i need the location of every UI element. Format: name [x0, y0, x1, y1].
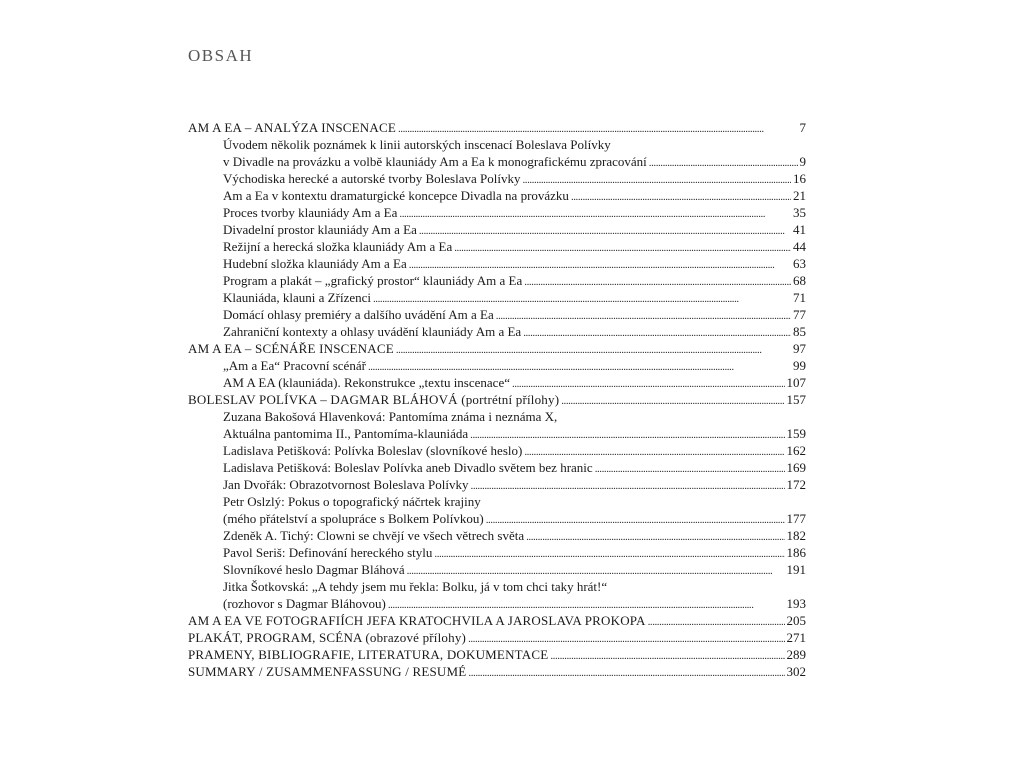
toc-subentry	[188, 595, 806, 612]
toc-page-number: 21	[793, 188, 806, 203]
toc-page-number: 186	[786, 545, 806, 560]
dot-leader	[550, 648, 784, 665]
toc-page-number: 35	[793, 205, 806, 220]
toc-page-number: 162	[786, 443, 806, 458]
toc-section-entry	[188, 663, 806, 680]
toc-page-number: 71	[793, 290, 806, 305]
toc-entry-title: Jitka Šotkovská: „A tehdy jsem mu řekla: Bolku, já v tom chci taky hrát!“	[223, 579, 608, 594]
dot-leader	[595, 461, 785, 478]
toc-page-number: 63	[793, 256, 806, 271]
page-title: OBSAH	[188, 46, 254, 65]
dot-leader	[523, 325, 791, 342]
toc-entry-title: SUMMARY / ZUSAMMENFASSUNG / RESUMÉ	[188, 664, 467, 679]
toc-page-number: 7	[799, 120, 806, 135]
toc-subentry	[188, 408, 806, 425]
dot-leader	[434, 546, 784, 563]
toc-subentry	[188, 272, 806, 289]
toc-page-number: 271	[786, 630, 806, 645]
toc-subentry	[188, 493, 806, 510]
toc-entry-title: Divadelní prostor klauniády Am a Ea	[223, 222, 417, 237]
dot-leader	[649, 155, 798, 172]
dot-leader	[526, 529, 784, 546]
toc-entry-title: Zahraniční kontexty a ohlasy uvádění klauniády Am a Ea	[223, 324, 522, 339]
toc-page-number: 172	[786, 477, 806, 492]
toc-page-number: 191	[786, 562, 806, 577]
toc-page-number: 169	[786, 460, 806, 475]
toc-section-entry	[188, 629, 806, 646]
toc-entry-title: Režijní a herecká složka klauniády Am a Ea	[223, 239, 453, 254]
toc-page-number: 193	[786, 596, 806, 611]
toc-entry-title: Úvodem několik poznámek k linii autorských inscenací Boleslava Polívky	[223, 137, 611, 152]
toc-section-entry	[188, 646, 806, 663]
toc-entry-title: Ladislava Petišková: Boleslav Polívka aneb Divadlo světem bez hranic	[223, 460, 593, 475]
toc-subentry	[188, 136, 806, 153]
dot-leader	[486, 512, 785, 529]
dot-leader	[471, 478, 785, 495]
toc-subentry	[188, 153, 806, 170]
dot-leader	[396, 342, 791, 359]
toc-page-number: 157	[786, 392, 806, 407]
toc-entry-title: AM A EA – ANALÝZA INSCENACE	[188, 120, 396, 135]
toc-page-number: 302	[786, 664, 806, 679]
toc-page-number: 97	[793, 341, 806, 356]
toc-entry-title: Slovníkové heslo Dagmar Bláhová	[223, 562, 405, 577]
toc-page-number: 16	[793, 171, 806, 186]
toc-subentry	[188, 459, 806, 476]
toc-entry-title: Ladislava Petišková: Polívka Boleslav (slovníkové heslo)	[223, 443, 523, 458]
toc-page-number: 205	[786, 613, 806, 628]
toc-entry-title: Zuzana Bakošová Hlavenková: Pantomíma známa i neznáma X,	[223, 409, 558, 424]
dot-leader	[571, 189, 791, 206]
toc-subentry	[188, 442, 806, 459]
toc-page-number: 77	[793, 307, 806, 322]
toc-entry-title: BOLESLAV POLÍVKA – DAGMAR BLÁHOVÁ (portrétní přílohy)	[188, 392, 560, 407]
toc-subentry	[188, 561, 806, 578]
toc-entry-title: Petr Oslzlý: Pokus o topografický náčrtek krajiny	[223, 494, 481, 509]
toc-page-number: 41	[793, 222, 806, 237]
toc-section-entry	[188, 391, 806, 408]
toc-entry-title: AM A EA VE FOTOGRAFIÍCH JEFA KRATOCHVILA A JAROSLAVA PROKOPA	[188, 613, 646, 628]
toc-subentry	[188, 187, 806, 204]
toc-section-entry	[188, 340, 806, 357]
toc-entry-title: Domácí ohlasy premiéry a dalšího uvádění Am a Ea	[223, 307, 494, 322]
toc-page-number: 9	[799, 154, 806, 169]
toc-entry-title: Zdeněk A. Tichý: Clowni se chvějí ve všech větrech světa	[223, 528, 525, 543]
dot-leader	[524, 274, 791, 291]
toc-entry-title: Pavol Seriš: Definování hereckého stylu	[223, 545, 433, 560]
toc-entry-title: PLAKÁT, PROGRAM, SCÉNA (obrazové přílohy)	[188, 630, 467, 645]
toc-entry-title: Aktuálna pantomima II., Pantomíma-klauniáda	[223, 426, 469, 441]
toc-subentry	[188, 306, 806, 323]
toc-entry-title: Hudební složka klauniády Am a Ea	[223, 256, 407, 271]
table-of-contents	[188, 119, 806, 680]
dot-leader	[454, 240, 791, 257]
dot-leader	[496, 308, 791, 325]
toc-entry-title: AM A EA (klauniáda). Rekonstrukce „textu inscenace“	[223, 375, 510, 390]
toc-subentry	[188, 323, 806, 340]
toc-entry-title: AM A EA – SCÉNÁŘE INSCENACE	[188, 341, 394, 356]
toc-subentry	[188, 527, 806, 544]
toc-entry-title: Am a Ea v kontextu dramaturgické koncepce Divadla na provázku	[223, 188, 569, 203]
toc-page-number: 182	[786, 528, 806, 543]
toc-subentry	[188, 238, 806, 255]
toc-entry-title: Jan Dvořák: Obrazotvornost Boleslava Polívky	[223, 477, 469, 492]
toc-entry-title: Program a plakát – „grafický prostor“ klauniády Am a Ea	[223, 273, 523, 288]
toc-page-number: 99	[793, 358, 806, 373]
toc-subentry	[188, 476, 806, 493]
toc-page-number: 107	[786, 375, 806, 390]
toc-subentry	[188, 510, 806, 527]
toc-entry-title: (mého přátelství a spolupráce s Bolkem Polívkou)	[223, 511, 484, 526]
toc-entry-title: (rozhovor s Dagmar Bláhovou)	[223, 596, 386, 611]
toc-subentry	[188, 544, 806, 561]
toc-entry-title: PRAMENY, BIBLIOGRAFIE, LITERATURA, DOKUMENTACE	[188, 647, 549, 662]
toc-page-number: 159	[786, 426, 806, 441]
toc-subentry	[188, 204, 806, 221]
toc-entry-title: Klauniáda, klauni a Zřízenci	[223, 290, 371, 305]
toc-subentry	[188, 289, 806, 306]
toc-subentry	[188, 221, 806, 238]
toc-subentry	[188, 357, 806, 374]
toc-subentry	[188, 578, 806, 595]
toc-page-number: 177	[786, 511, 806, 526]
toc-section-entry	[188, 119, 806, 136]
toc-page-number: 85	[793, 324, 806, 339]
toc-subentry	[188, 255, 806, 272]
toc-page-number: 68	[793, 273, 806, 288]
toc-subentry	[188, 170, 806, 187]
toc-subentry	[188, 374, 806, 391]
dot-leader	[468, 665, 784, 682]
toc-entry-title: „Am a Ea“ Pracovní scénář	[223, 358, 366, 373]
toc-entry-title: v Divadle na provázku a volbě klauniády Am a Ea k monografickému zpracování	[223, 154, 647, 169]
toc-page-number: 289	[786, 647, 806, 662]
dot-leader	[648, 614, 785, 631]
dot-leader	[399, 206, 791, 223]
toc-subentry	[188, 425, 806, 442]
toc-entry-title: Východiska herecké a autorské tvorby Boleslava Polívky	[223, 171, 521, 186]
toc-page-number: 44	[793, 239, 806, 254]
dot-leader	[561, 393, 784, 410]
dot-leader	[419, 223, 791, 240]
toc-entry-title: Proces tvorby klauniády Am a Ea	[223, 205, 398, 220]
toc-section-entry	[188, 612, 806, 629]
